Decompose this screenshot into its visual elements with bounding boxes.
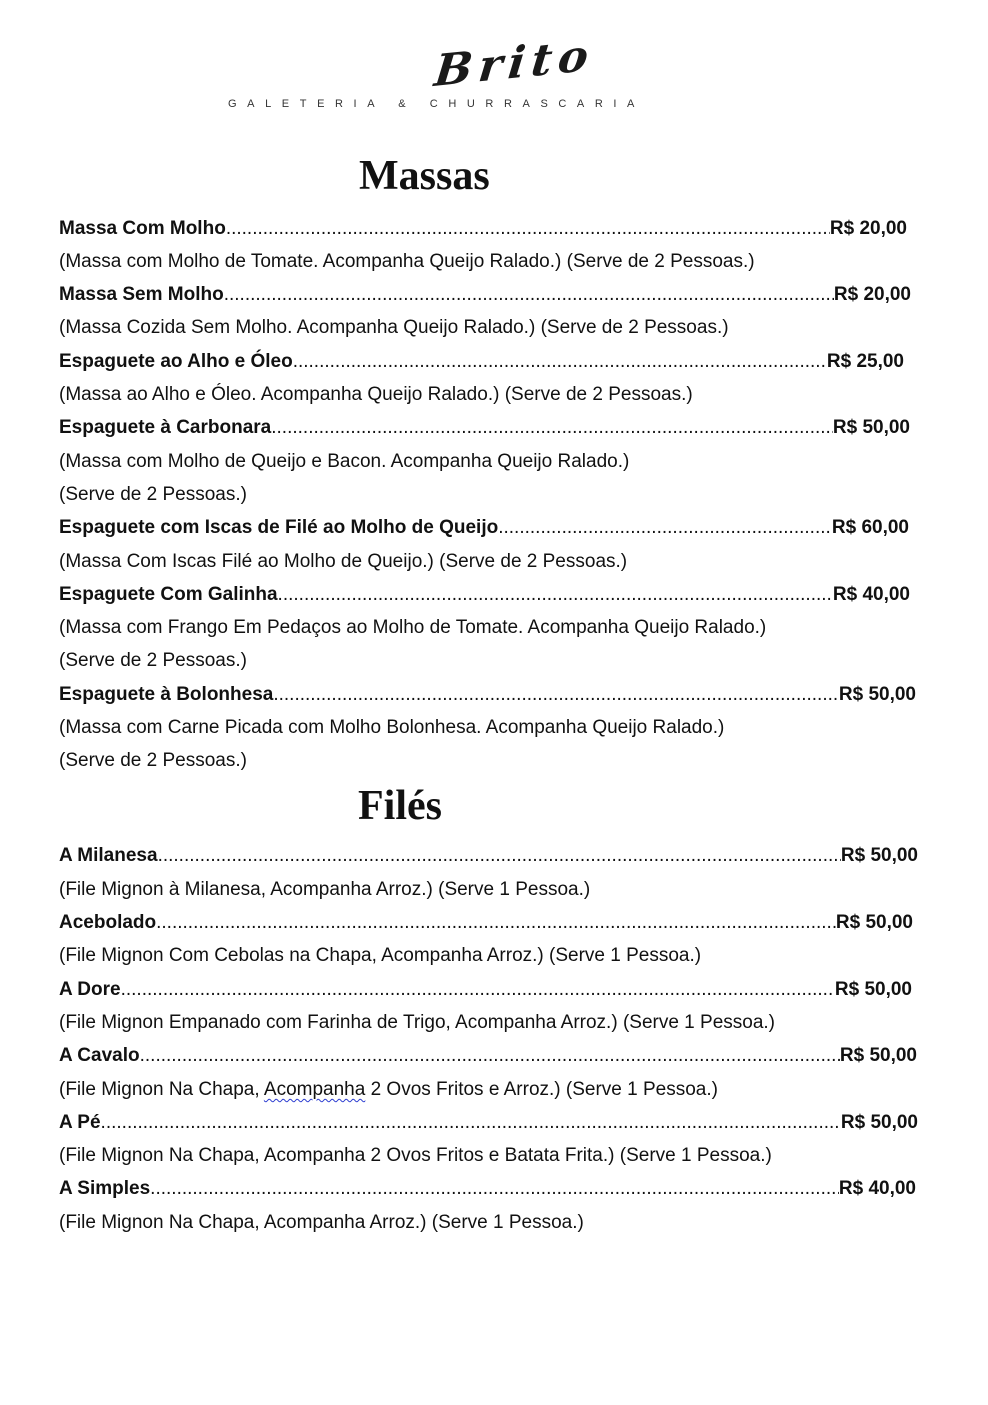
item-name: A Milanesa	[59, 845, 158, 866]
dot-leader	[224, 282, 834, 308]
dot-leader	[293, 349, 827, 375]
brand-name: Brito	[432, 29, 597, 97]
menu-item-a-dore	[59, 977, 912, 1003]
item-description: (Massa ao Alho e Óleo. Acompanha Queijo Ralado.) (Serve de 2 Pessoas.)	[59, 384, 693, 405]
item-name: A Pé	[59, 1112, 101, 1133]
item-name: Espaguete com Iscas de Filé ao Molho de Queijo	[59, 517, 499, 538]
menu-item-a-milanesa	[59, 843, 918, 869]
item-price: R$ 25,00	[826, 351, 904, 372]
item-price: R$ 20,00	[829, 218, 907, 239]
dot-leader	[278, 582, 833, 608]
item-description: (Massa com Carne Picada com Molho Bolonhesa. Acompanha Queijo Ralado.)	[59, 717, 725, 738]
logo	[0, 29, 988, 118]
item-description: (Massa Cozida Sem Molho. Acompanha Queijo Ralado.) (Serve de 2 Pessoas.)	[59, 317, 729, 338]
item-name: Espaguete à Carbonara	[59, 417, 272, 438]
dot-leader	[156, 910, 836, 936]
dot-leader	[271, 415, 833, 441]
brand-tagline: GALETERIA & CHURRASCARIA	[228, 98, 645, 110]
dot-leader	[121, 977, 835, 1003]
menu-item-a-pe	[59, 1110, 918, 1136]
item-description: (Serve de 2 Pessoas.)	[59, 750, 247, 771]
item-name: Espaguete ao Alho e Óleo	[59, 351, 293, 372]
item-price: R$ 50,00	[835, 912, 913, 933]
item-name: Espaguete Com Galinha	[59, 584, 278, 605]
menu-item-espaguete-alho-oleo	[59, 349, 904, 375]
item-description: (File Mignon Empanado com Farinha de Trigo, Acompanha Arroz.) (Serve 1 Pessoa.)	[59, 1012, 776, 1033]
item-name: A Cavalo	[59, 1045, 140, 1066]
dot-leader	[273, 682, 839, 708]
dot-leader	[140, 1043, 840, 1069]
item-name: A Simples	[59, 1178, 151, 1199]
item-description: (Massa Com Iscas Filé ao Molho de Queijo.) (Serve de 2 Pessoas.)	[59, 551, 628, 572]
item-price: R$ 50,00	[840, 1112, 918, 1133]
menu-item-espaguete-galinha	[59, 582, 910, 608]
item-description: (File Mignon à Milanesa, Acompanha Arroz.) (Serve 1 Pessoa.)	[59, 879, 591, 900]
dot-leader	[150, 1176, 839, 1202]
item-name: Espaguete à Bolonhesa	[59, 684, 274, 705]
dot-leader	[158, 843, 841, 869]
menu-item-massa-com-molho	[59, 216, 907, 242]
item-description: (Serve de 2 Pessoas.)	[59, 484, 247, 505]
menu-item-a-cavalo	[59, 1043, 917, 1069]
dot-leader	[226, 216, 830, 242]
item-description: (File Mignon Na Chapa, Acompanha Arroz.) (Serve 1 Pessoa.)	[59, 1212, 584, 1233]
dot-leader	[498, 515, 832, 541]
item-price: R$ 60,00	[831, 517, 909, 538]
item-price: R$ 50,00	[839, 1045, 917, 1066]
item-description: (File Mignon Com Cebolas na Chapa, Acompanha Arroz.) (Serve 1 Pessoa.)	[59, 945, 702, 966]
item-price: R$ 20,00	[833, 284, 911, 305]
dot-leader	[101, 1110, 841, 1136]
item-price: R$ 50,00	[834, 979, 912, 1000]
item-description	[59, 1077, 718, 1103]
menu-item-massa-sem-molho	[59, 282, 911, 308]
menu-item-espaguete-iscas-file	[59, 515, 909, 541]
item-name: A Dore	[59, 979, 121, 1000]
section-title-files: Filés	[358, 783, 442, 829]
menu-item-espaguete-carbonara	[59, 415, 910, 441]
item-name: Acebolado	[59, 912, 157, 933]
item-price: R$ 40,00	[838, 1178, 916, 1199]
description-text: (File Mignon Na Chapa,	[59, 1079, 264, 1100]
item-description: (Serve de 2 Pessoas.)	[59, 650, 247, 671]
item-description: (File Mignon Na Chapa, Acompanha 2 Ovos Fritos e Batata Frita.) (Serve 1 Pessoa.)	[59, 1145, 772, 1166]
menu-item-a-simples	[59, 1176, 916, 1202]
menu-item-acebolado	[59, 910, 913, 936]
item-description: (Massa com Molho de Queijo e Bacon. Acompanha Queijo Ralado.)	[59, 451, 630, 472]
menu-item-espaguete-bolonhesa	[59, 682, 916, 708]
item-name: Massa Com Molho	[59, 218, 226, 239]
spellcheck-underline-word: Acompanha	[263, 1079, 366, 1100]
item-price: R$ 40,00	[832, 584, 910, 605]
item-price: R$ 50,00	[832, 417, 910, 438]
item-name: Massa Sem Molho	[59, 284, 224, 305]
description-text: 2 Ovos Fritos e Arroz.) (Serve 1 Pessoa.)	[365, 1079, 718, 1100]
item-price: R$ 50,00	[838, 684, 916, 705]
item-description: (Massa com Molho de Tomate. Acompanha Queijo Ralado.) (Serve de 2 Pessoas.)	[59, 251, 755, 272]
item-price: R$ 50,00	[840, 845, 918, 866]
item-description: (Massa com Frango Em Pedaços ao Molho de Tomate. Acompanha Queijo Ralado.)	[59, 617, 767, 638]
section-title-massas: Massas	[359, 153, 490, 199]
